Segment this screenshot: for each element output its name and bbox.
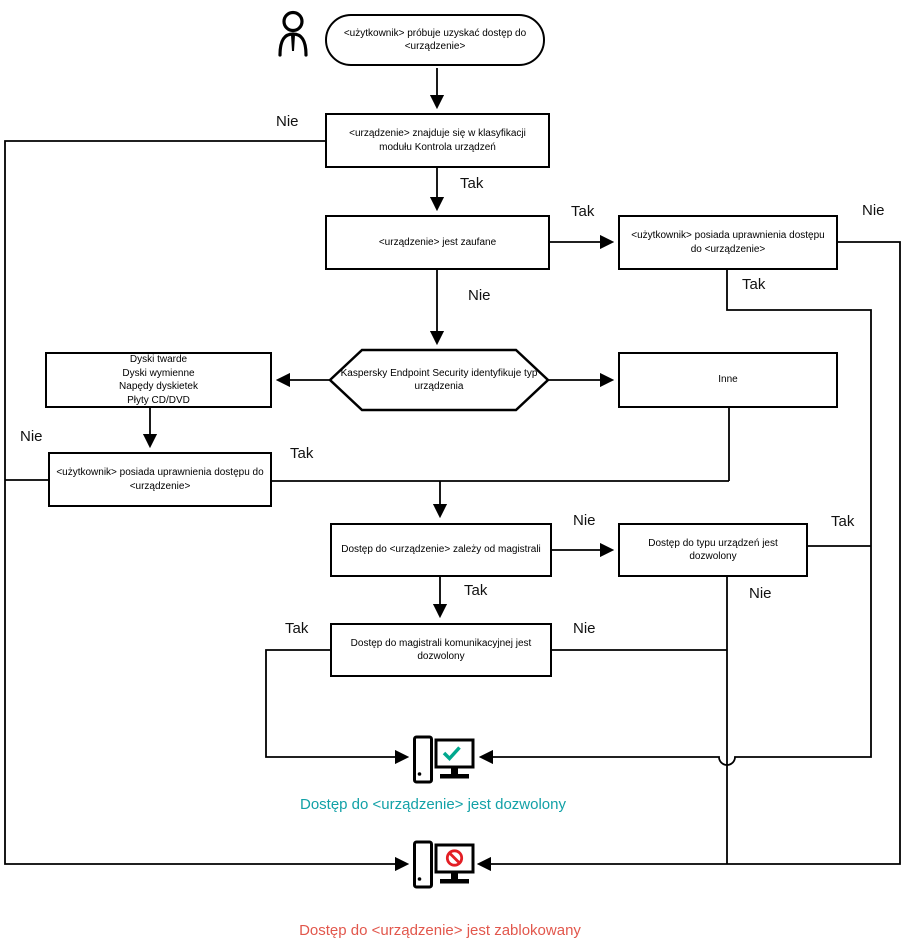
label-trusted-yes: Tak bbox=[571, 203, 595, 220]
computer-allowed-icon bbox=[415, 737, 474, 782]
bus-allowed-node: Dostęp do magistrali komunikacyjnej jest dozwolony bbox=[330, 623, 552, 677]
label-bus-depends-no: Nie bbox=[573, 512, 596, 529]
label-classification-yes: Tak bbox=[460, 175, 484, 192]
bus-depends-node: Dostęp do <urządzenie> zależy od magistrali bbox=[330, 523, 552, 577]
label-permission-left-yes: Tak bbox=[290, 445, 314, 462]
permission-left-node: <użytkownik> posiada uprawnienia dostępu do <urządzenie> bbox=[48, 452, 272, 507]
label-type-allowed-yes: Tak bbox=[831, 513, 855, 530]
label-permission-left-no: Nie bbox=[20, 428, 43, 445]
label-bus-depends-yes: Tak bbox=[464, 582, 488, 599]
type-allowed-node: Dostęp do typu urządzeń jest dozwolony bbox=[618, 523, 808, 577]
device-type-floppy: Napędy dyskietek bbox=[119, 381, 198, 392]
label-type-allowed-no: Nie bbox=[749, 585, 772, 602]
edge-permission-yes-rail bbox=[481, 270, 871, 765]
label-bus-allowed-no: Nie bbox=[573, 620, 596, 637]
start-node: <użytkownik> próbuje uzyskać dostęp do <urządzenie> bbox=[325, 14, 545, 66]
user-icon bbox=[280, 13, 306, 56]
classification-node: <urządzenie> znajduje się w klasyfikacji modułu Kontrola urządzeń bbox=[325, 113, 550, 168]
trusted-node: <urządzenie> jest zaufane bbox=[325, 215, 550, 270]
allowed-caption: Dostęp do <urządzenie> jest dozwolony bbox=[299, 796, 566, 813]
computer-blocked-icon bbox=[415, 842, 474, 887]
device-type-hdd: Dyski twarde bbox=[129, 354, 188, 365]
device-type-cd: Płyty CD/DVD bbox=[127, 394, 190, 406]
other-node: Inne bbox=[618, 352, 838, 408]
permission-top-node: <użytkownik> posiada uprawnienia dostępu do <urządzenie> bbox=[618, 215, 838, 270]
label-permission-top-yes: Tak bbox=[742, 276, 766, 293]
label-bus-allowed-yes: Tak bbox=[285, 620, 309, 637]
label-permission-top-no: Nie bbox=[862, 202, 885, 219]
identify-node-label: Kaspersky Endpoint Security identyfikuje typ urządzenia bbox=[340, 367, 538, 392]
label-trusted-no: Nie bbox=[468, 287, 491, 304]
blocked-caption: Dostęp do <urządzenie> jest zablokowany bbox=[299, 922, 581, 939]
label-classification-no: Nie bbox=[276, 113, 299, 130]
device-type-removable: Dyski wymienne bbox=[122, 367, 195, 379]
device-types-node bbox=[45, 352, 272, 408]
